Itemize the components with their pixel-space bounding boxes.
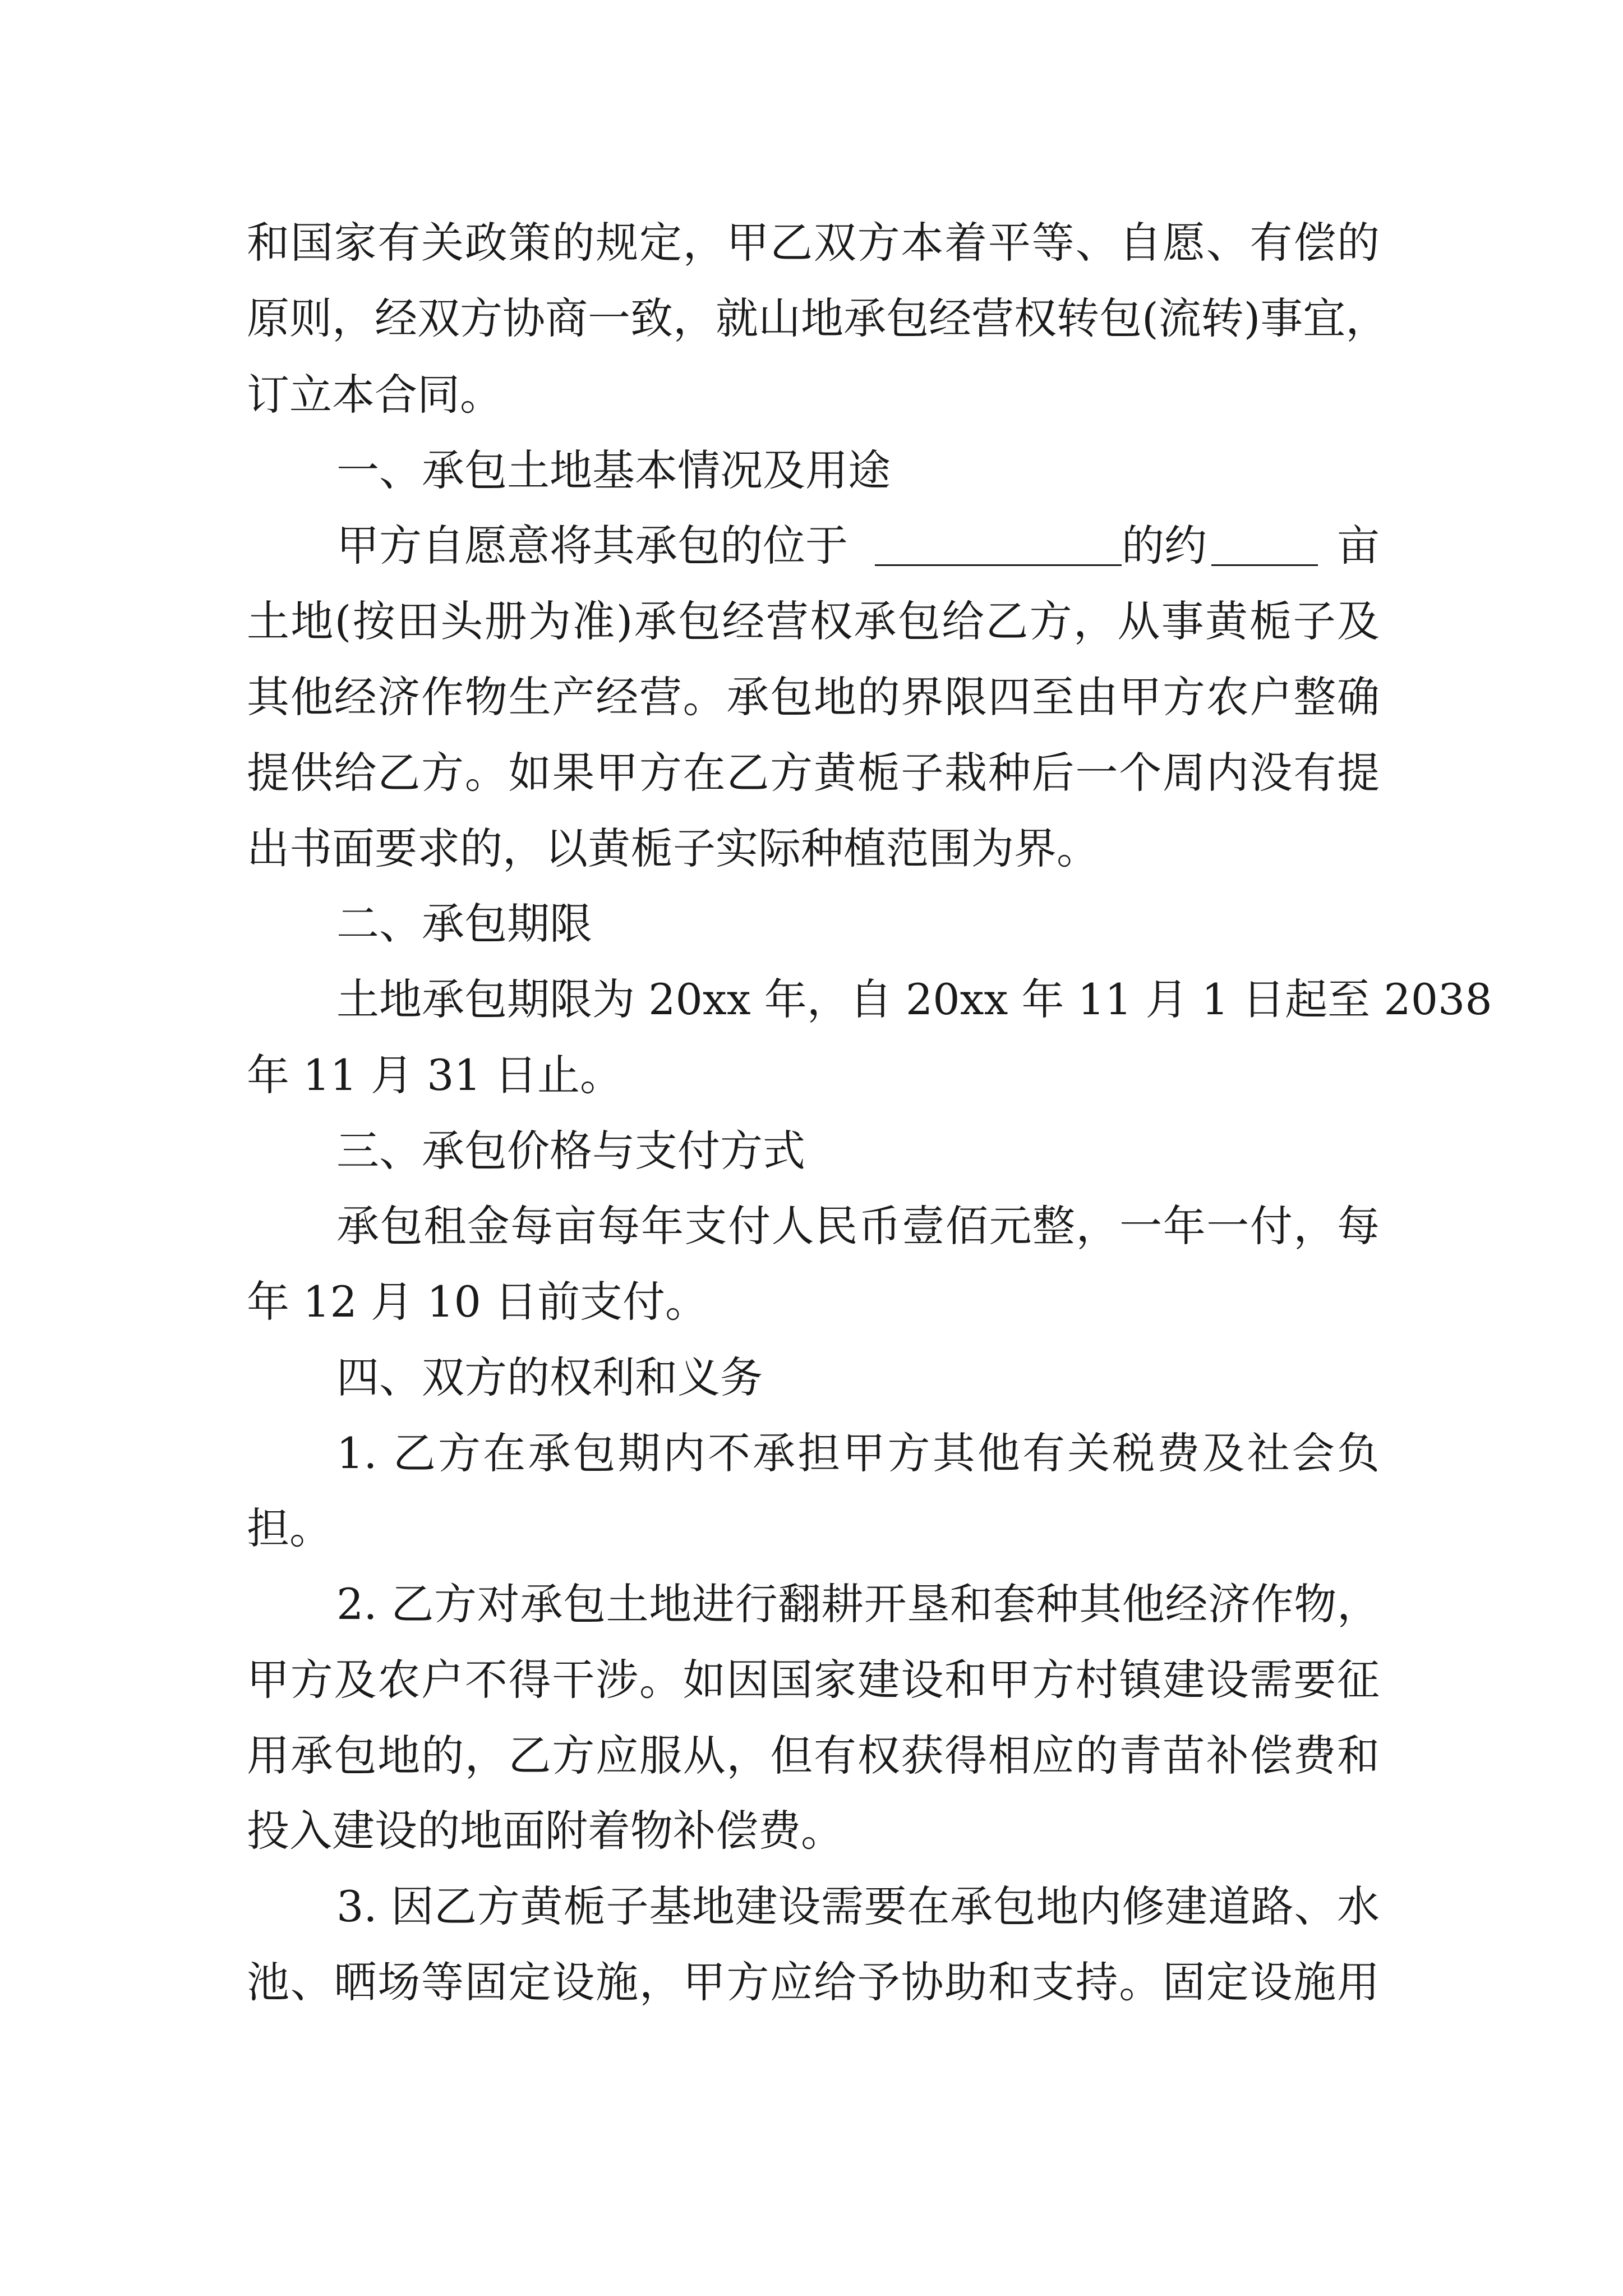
paragraph-line: 甲方及农户不得干涉。如因国家建设和甲方村镇建设需要征 xyxy=(247,1655,1380,1705)
line-text-middle: 的约 xyxy=(1122,521,1207,570)
paragraph-line: 年 12 月 10 日前支付。 xyxy=(247,1277,708,1327)
line-text-before: 甲方自愿意将其承包的位于 xyxy=(336,521,848,570)
section-heading: 四、双方的权利和义务 xyxy=(336,1352,763,1402)
paragraph-line: 年 11 月 31 日止。 xyxy=(247,1050,623,1100)
paragraph-line: 3. 因乙方黄栀子基地建设需要在承包地内修建道路、水 xyxy=(336,1881,1380,1931)
paragraph-line: 提供给乙方。如果甲方在乙方黄栀子栽种后一个周内没有提 xyxy=(247,748,1380,798)
paragraph-line: 订立本合同。 xyxy=(247,370,502,420)
paragraph-line: 土地承包期限为 20xx 年，自 20xx 年 11 月 1 日起至 2038 xyxy=(336,974,1492,1024)
paragraph-line: 池、晒场等固定设施，甲方应给予协助和支持。固定设施用 xyxy=(247,1957,1380,2007)
paragraph-line-with-blanks xyxy=(336,512,1380,579)
paragraph-line: 投入建设的地面附着物补偿费。 xyxy=(247,1806,843,1856)
paragraph-line: 原则，经双方协商一致，就山地承包经营权转包(流转)事宜， xyxy=(247,293,1389,343)
paragraph-line: 其他经济作物生产经营。承包地的界限四至由甲方农户整确 xyxy=(247,672,1380,722)
paragraph-line: 土地(按田头册为准)承包经营权承包给乙方，从事黄栀子及 xyxy=(247,596,1380,646)
paragraph-line: 2. 乙方对承包土地进行翻耕开垦和套种其他经济作物， xyxy=(336,1579,1380,1629)
section-heading: 三、承包价格与支付方式 xyxy=(336,1126,805,1176)
paragraph-line: 承包租金每亩每年支付人民币壹佰元整，一年一付，每 xyxy=(336,1201,1380,1251)
paragraph-line: 用承包地的，乙方应服从，但有权获得相应的青苗补偿费和 xyxy=(247,1731,1380,1780)
area-blank-field[interactable] xyxy=(1211,512,1318,579)
line-text-after: 亩 xyxy=(1337,521,1380,570)
location-blank-field[interactable] xyxy=(875,512,1122,579)
section-heading: 一、承包土地基本情况及用途 xyxy=(336,445,891,495)
paragraph-line: 出书面要求的，以黄栀子实际种植范围为界。 xyxy=(247,823,1099,873)
paragraph-line: 1. 乙方在承包期内不承担甲方其他有关税费及社会负 xyxy=(336,1428,1380,1478)
section-heading: 二、承包期限 xyxy=(336,899,592,949)
paragraph-line: 担。 xyxy=(247,1503,332,1553)
paragraph-line: 和国家有关政策的规定，甲乙双方本着平等、自愿、有偿的 xyxy=(247,218,1380,268)
